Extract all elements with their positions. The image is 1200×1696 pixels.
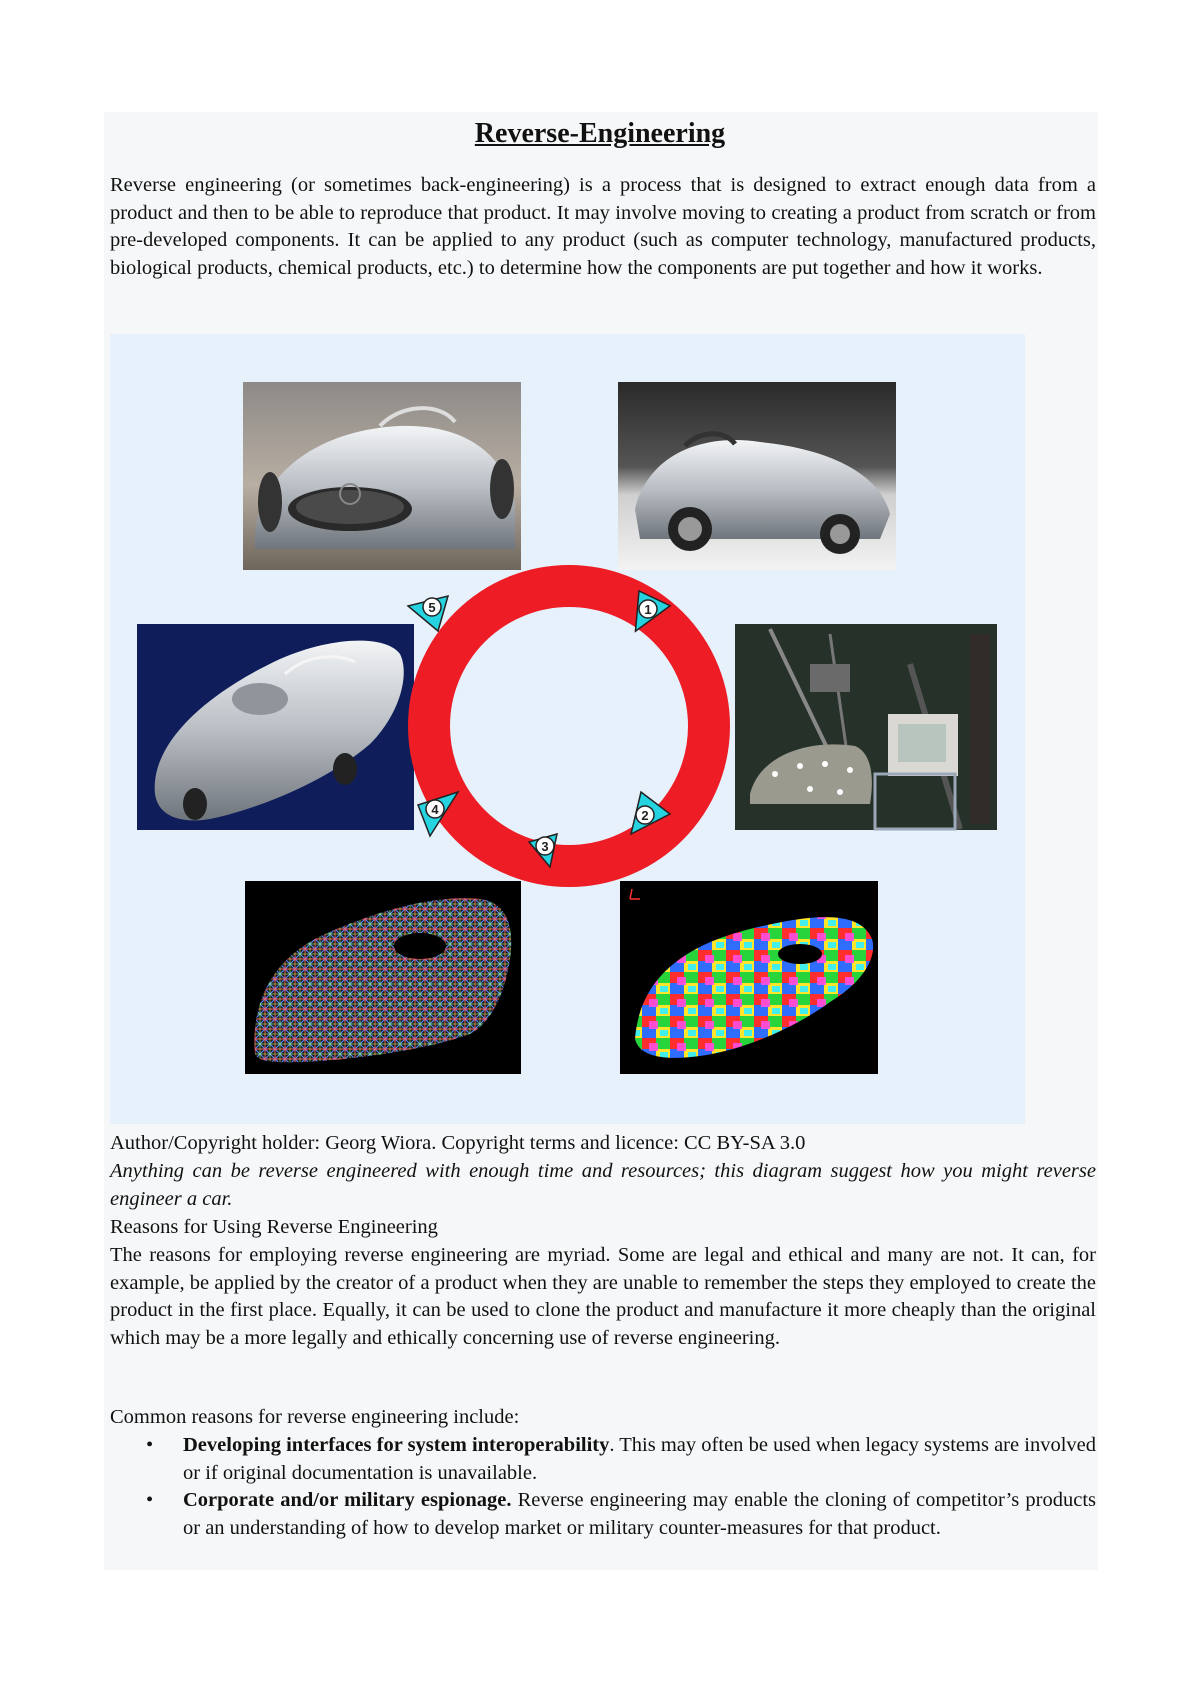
bullet-marker: • xyxy=(146,1434,154,1456)
diagram-caption: Anything can be reverse engineered with enough time and resources; this diagram suggest how you might reverse engineer a car. xyxy=(110,1160,1096,1210)
common-reasons-intro: Common reasons for reverse engineering include: xyxy=(110,1406,520,1428)
bullet-bold-text: Developing interfaces for system interoperability xyxy=(183,1434,610,1456)
list-item xyxy=(110,1487,1096,1542)
wireframe-mesh-render xyxy=(245,881,521,1074)
list-item xyxy=(110,1432,1096,1487)
car-model-photo xyxy=(618,382,896,570)
3d-scanning-setup xyxy=(735,624,997,830)
section-heading: Reasons for Using Reverse Engineering xyxy=(110,1216,438,1238)
bullet-text: . This may often be used when legacy systems are involved or if original documentation is unavailable. xyxy=(183,1434,1097,1484)
cad-surface-render xyxy=(137,624,414,830)
step-2-label: 2 xyxy=(641,808,649,823)
step-5-label: 5 xyxy=(428,600,436,615)
reasons-list xyxy=(110,1432,1096,1542)
reasons-paragraph: The reasons for employing reverse engineering are myriad. Some are legal and ethical and many are not. It can, for example, be applied by the creator of a product when they are unable to remember the steps they employed to create the product in the first place. Equally, it can be used to clone the product and manufacture it more cheaply than the original which may be a more legally and ethically concerning use of reverse engineering. xyxy=(110,1244,1096,1349)
bullet-bold-text: Corporate and/or military espionage. xyxy=(183,1489,512,1512)
colored-mesh-render xyxy=(620,881,878,1074)
bullet-text: Reverse engineering may enable the cloning of competitor’s products or an understanding of how to develop market or military counter-measures for that product. xyxy=(183,1489,1096,1539)
step-1-label: 1 xyxy=(644,602,652,617)
step-4-label: 4 xyxy=(431,802,439,817)
intro-paragraph: Reverse engineering (or sometimes back-engineering) is a process that is designed to extract enough data from a product and then to be able to reproduce that product. It may involve moving to creating a product from scratch or from pre-developed components. It can be applied to any product (such as computer technology, manufactured products, biological products, chemical products, etc.) to determine how the components are put together and how it works. xyxy=(110,174,1096,279)
original-car-photo xyxy=(243,382,521,570)
bullet-marker: • xyxy=(146,1489,154,1512)
process-cycle-ring xyxy=(429,586,709,866)
step-3-label: 3 xyxy=(541,839,549,854)
reverse-engineering-diagram xyxy=(110,334,1025,1124)
diagram-canvas xyxy=(110,334,1025,1124)
page-title: Reverse-Engineering xyxy=(474,118,726,149)
attribution-text: Author/Copyright holder: Georg Wiora. Copyright terms and licence: CC BY-SA 3.0 xyxy=(110,1132,806,1154)
